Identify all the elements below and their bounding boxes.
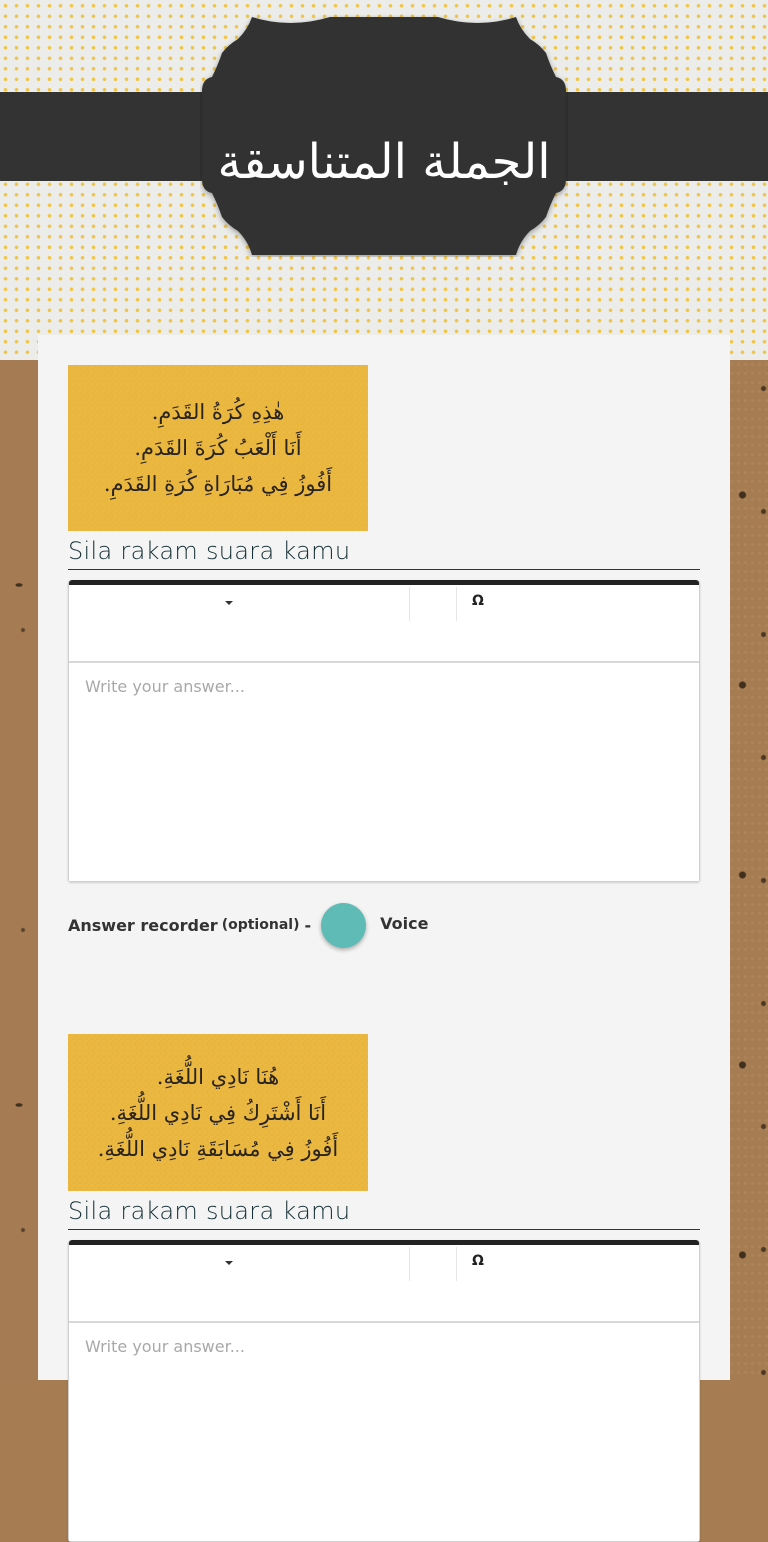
rich-text-editor	[68, 1240, 700, 1542]
answer-textarea[interactable]	[69, 663, 699, 881]
page-background-left	[0, 360, 38, 1380]
recorder-label: Answer recorder	[68, 915, 218, 935]
question-image	[68, 365, 368, 531]
question-1	[68, 365, 700, 948]
question-image	[68, 1034, 368, 1191]
page-title: الجملة المتناسقة	[217, 134, 551, 190]
image-text-line: أَفُوزُ فِي مُسَابَقَةِ نَادِي اللُّغَةِ.	[97, 1136, 339, 1161]
record-voice-button[interactable]	[321, 903, 366, 948]
recorder-optional-label: (optional)	[221, 917, 300, 933]
question-title: Sila rakam suara kamu	[68, 537, 700, 570]
question-2	[68, 1034, 700, 1542]
editor-toolbar	[69, 585, 699, 663]
answer-recorder: Answer recorder (optional) - Voice	[68, 902, 700, 948]
image-text-line: أَفُوزُ فِي مُبَارَاةِ كُرَةِ القَدَمِ.	[103, 472, 333, 496]
answer-textarea[interactable]	[69, 1323, 699, 1541]
editor-toolbar	[69, 1245, 699, 1323]
caret-down-icon	[225, 1261, 233, 1265]
voice-mode-label: Voice	[380, 913, 429, 933]
format-dropdown[interactable]	[69, 585, 409, 621]
format-dropdown[interactable]	[69, 1245, 409, 1281]
rich-text-editor	[68, 580, 700, 882]
special-character-icon[interactable]: Ω	[472, 1253, 484, 1269]
image-text-line: هُنَا نَادِي اللُّغَةِ.	[156, 1064, 280, 1089]
special-character-icon[interactable]: Ω	[472, 593, 484, 609]
worksheet-card	[38, 335, 730, 1380]
image-text-line: أَنَا أَلْعَبُ كُرَةَ القَدَمِ.	[134, 436, 302, 460]
caret-down-icon	[225, 601, 233, 605]
question-title: Sila rakam suara kamu	[68, 1197, 700, 1230]
image-text-line: هٰذِهِ كُرَةُ القَدَمِ.	[151, 400, 285, 424]
image-text-line: أَنَا أَشْتَرِكُ فِي نَادِي اللُّغَةِ.	[109, 1100, 327, 1125]
